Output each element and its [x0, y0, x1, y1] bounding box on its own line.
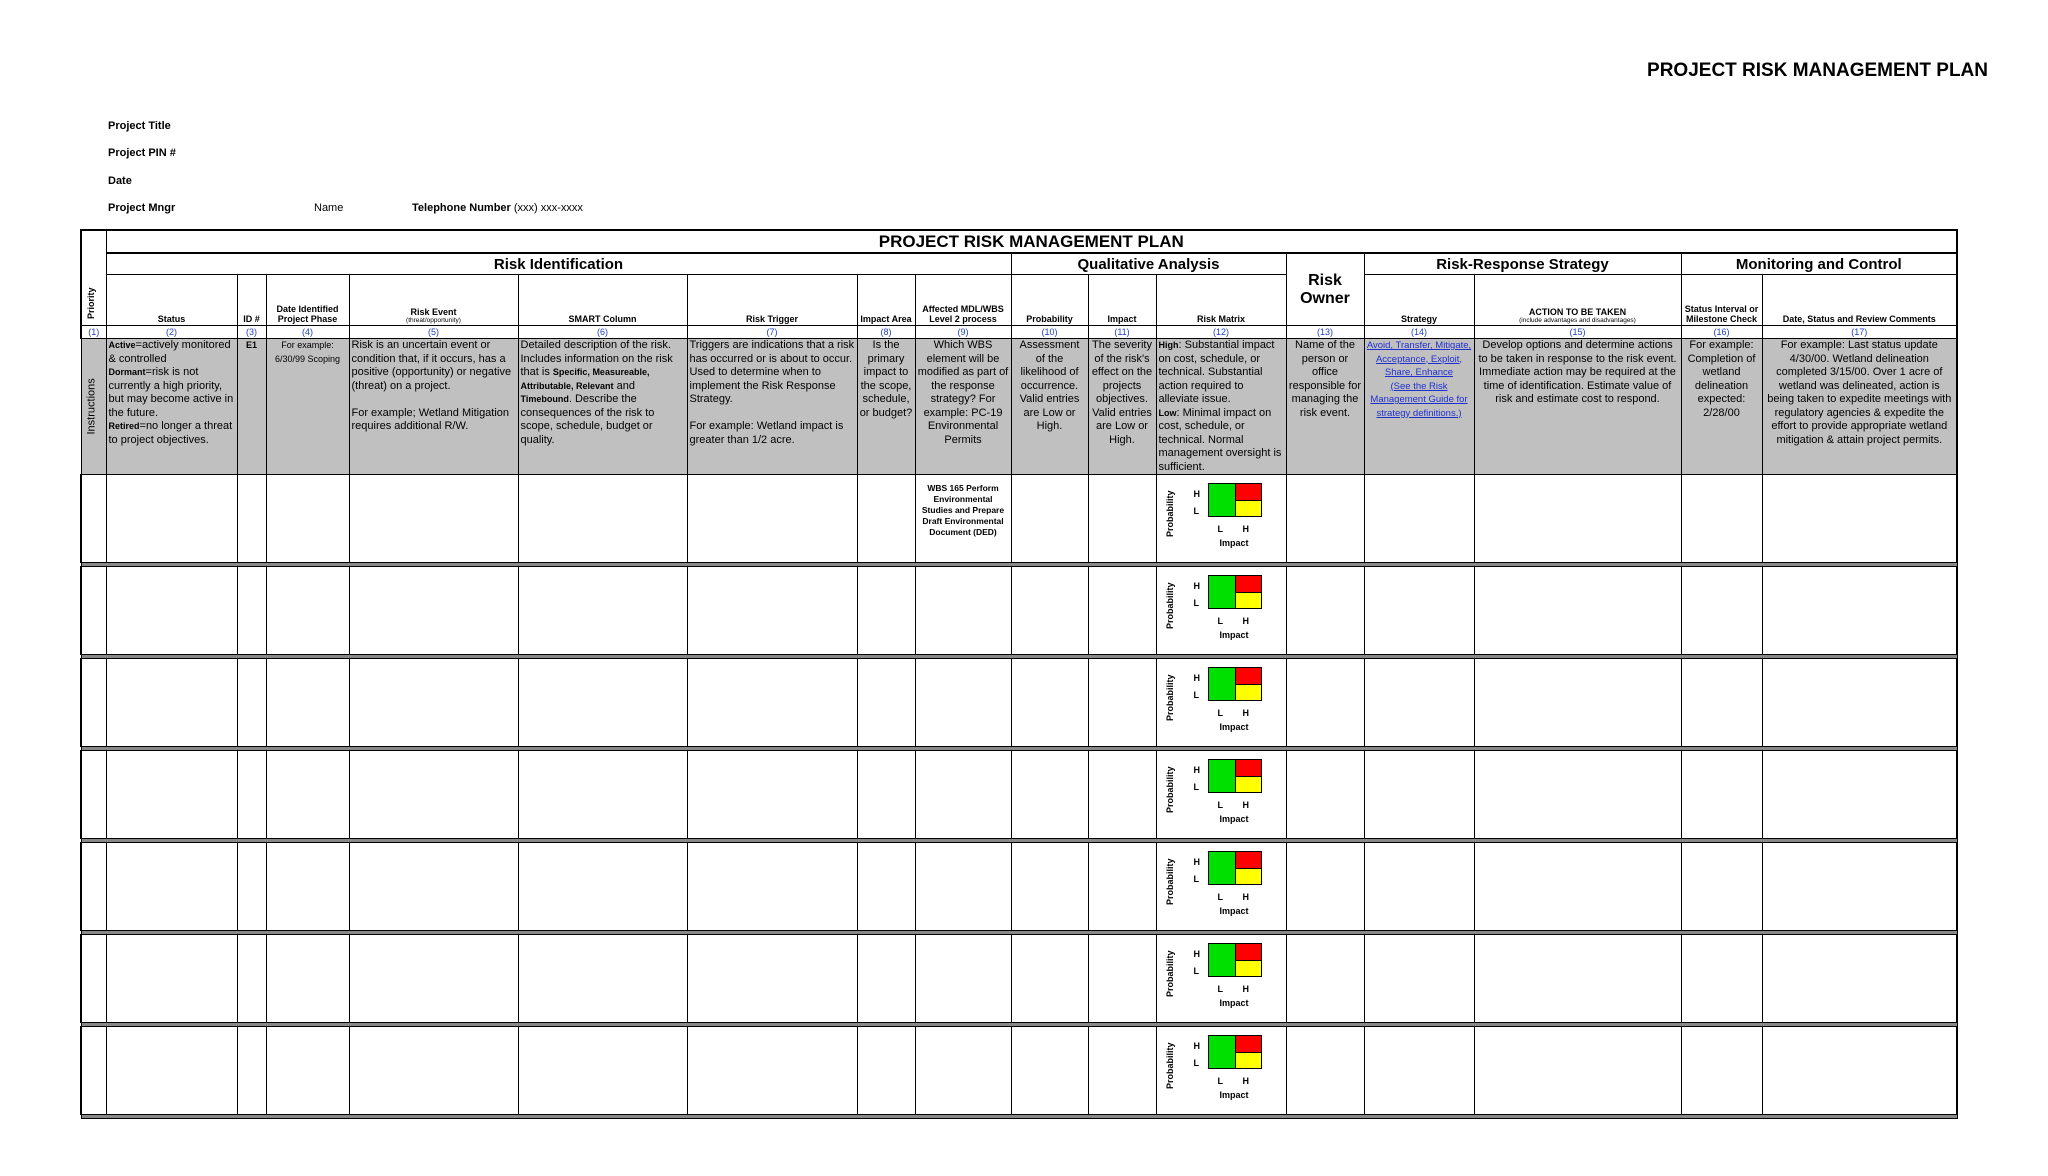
priority-header: Priority — [81, 230, 106, 326]
cell-impact[interactable] — [1088, 843, 1156, 931]
inst-matrix: High: Substantial impact on cost, schedule, or technical. Substantial action required to alleviate issue. Low: Minimal impact on cost, schedule, or technical. Normal management oversight is sufficient. — [1156, 339, 1286, 475]
cell-priority[interactable] — [81, 567, 106, 655]
matrix-probability-label: Probability — [1164, 858, 1175, 905]
matrix-impact-h-label: H — [1242, 800, 1249, 810]
matrix-cell-high-low — [1209, 1036, 1235, 1052]
column-number: (1) — [81, 326, 106, 339]
cell-impact[interactable] — [1088, 659, 1156, 747]
col-smart: SMART Column — [518, 275, 687, 326]
matrix-cell-low-high — [1235, 592, 1261, 608]
cell-action[interactable] — [1474, 1027, 1681, 1115]
cell-impact-area[interactable] — [857, 475, 915, 563]
matrix-l-label: L — [1193, 966, 1199, 976]
cell-affected[interactable] — [915, 567, 1011, 655]
cell-risk-event[interactable] — [349, 935, 518, 1023]
cell-probability[interactable] — [1011, 475, 1088, 563]
matrix-impact-l-label: L — [1217, 524, 1223, 534]
cell-probability[interactable] — [1011, 1027, 1088, 1115]
matrix-cell-high-low — [1209, 852, 1235, 868]
cell-owner[interactable] — [1286, 567, 1364, 655]
cell-status[interactable] — [106, 843, 237, 931]
cell-action[interactable] — [1474, 475, 1681, 563]
cell-status-interval[interactable] — [1681, 1027, 1762, 1115]
cell-status-interval[interactable] — [1681, 843, 1762, 931]
group-risk-identification: Risk Identification — [106, 253, 1011, 275]
matrix-cell-low-low — [1209, 960, 1235, 976]
matrix-cell-high-high — [1235, 852, 1261, 868]
matrix-grid — [1208, 943, 1262, 977]
matrix-cell-low-low — [1209, 868, 1235, 884]
cell-review[interactable] — [1762, 843, 1957, 931]
inst-smart: Detailed description of the risk. Includes information on the risk that is Specific, Measureable, Attributable, Relevant and Timebound. Describe the consequences of the risk to scope, schedule, budget or quality. — [518, 339, 687, 475]
matrix-grid — [1208, 575, 1262, 609]
matrix-impact-label: Impact — [1219, 630, 1249, 640]
matrix-probability-label: Probability — [1164, 766, 1175, 813]
cell-risk-event[interactable] — [349, 1027, 518, 1115]
cell-priority[interactable] — [81, 935, 106, 1023]
matrix-l-label: L — [1193, 506, 1199, 516]
matrix-cell-low-low — [1209, 500, 1235, 516]
inst-status-interval: For example: Completion of wetland delineation expected: 2/28/00 — [1681, 339, 1762, 475]
cell-trigger[interactable] — [687, 843, 857, 931]
cell-review[interactable] — [1762, 751, 1957, 839]
matrix-cell-high-low — [1209, 576, 1235, 592]
col-trigger: Risk Trigger — [687, 275, 857, 326]
cell-id[interactable] — [237, 935, 266, 1023]
matrix-impact-l-label: L — [1217, 616, 1223, 626]
date-label: Date — [108, 175, 132, 187]
risk-matrix — [1156, 751, 1286, 839]
cell-affected[interactable] — [915, 1027, 1011, 1115]
cell-status[interactable] — [106, 935, 237, 1023]
matrix-impact-l-label: L — [1217, 984, 1223, 994]
matrix-cell-high-high — [1235, 944, 1261, 960]
matrix-grid — [1208, 759, 1262, 793]
row-separator-line — [81, 1115, 1957, 1119]
matrix-grid — [1208, 1035, 1262, 1069]
risk-entry-row — [81, 1027, 1957, 1115]
column-number: (6) — [518, 326, 687, 339]
cell-id[interactable] — [237, 475, 266, 563]
inst-action: Develop options and determine actions to be taken in response to the risk event. Immediate action may be required at the time of identification. Estimate value of risk and estimate cost to respond. — [1474, 339, 1681, 475]
matrix-cell-low-low — [1209, 776, 1235, 792]
matrix-impact-h-label: H — [1242, 616, 1249, 626]
telephone-label: Telephone Number — [412, 202, 511, 214]
cell-smart[interactable] — [518, 567, 687, 655]
col-impact-area: Impact Area — [857, 275, 915, 326]
cell-action[interactable] — [1474, 659, 1681, 747]
matrix-impact-label: Impact — [1219, 814, 1249, 824]
cell-strategy[interactable] — [1364, 1027, 1474, 1115]
project-title-label: Project Title — [108, 120, 171, 132]
risk-matrix — [1156, 567, 1286, 655]
matrix-cell-low-high — [1235, 960, 1261, 976]
matrix-h-label: H — [1193, 765, 1200, 775]
matrix-cell-low-high — [1235, 500, 1261, 516]
risk-matrix — [1156, 843, 1286, 931]
column-number: (13) — [1286, 326, 1364, 339]
cell-smart[interactable] — [518, 659, 687, 747]
cell-risk-event[interactable] — [349, 475, 518, 563]
matrix-h-label: H — [1193, 489, 1200, 499]
cell-impact[interactable] — [1088, 935, 1156, 1023]
cell-status[interactable] — [106, 659, 237, 747]
cell-risk-event[interactable] — [349, 843, 518, 931]
risk-matrix — [1156, 659, 1286, 747]
matrix-cell-low-high — [1235, 776, 1261, 792]
risk-entry-row — [81, 751, 1957, 839]
matrix-probability-label: Probability — [1164, 1042, 1175, 1089]
cell-trigger[interactable] — [687, 567, 857, 655]
matrix-cell-high-high — [1235, 760, 1261, 776]
risk-guide-link[interactable]: (See the Risk Management Guide for strategy definitions.) — [1370, 380, 1468, 419]
cell-status-interval[interactable] — [1681, 751, 1762, 839]
matrix-impact-h-label: H — [1242, 1076, 1249, 1086]
inst-date: For example: 6/30/99 Scoping — [266, 339, 349, 475]
column-number: (2) — [106, 326, 237, 339]
inst-review: For example: Last status update 4/30/00. Wetland delineation completed 3/15/00. Over 1 acre of wetland was delineated, action is being taken to expedite meetings with regulatory agencies & expedite the effort to provide appropriate wetland mitigation & attain project permits. — [1762, 339, 1957, 475]
matrix-impact-label: Impact — [1219, 538, 1249, 548]
telephone-value: (xxx) xxx-xxxx — [513, 202, 583, 214]
matrix-cell-high-high — [1235, 668, 1261, 684]
cell-probability[interactable] — [1011, 935, 1088, 1023]
inst-affected: Which WBS element will be modified as part of the response strategy? For example: PC-19 Environmental Permits — [915, 339, 1011, 475]
column-number: (14) — [1364, 326, 1474, 339]
cell-priority[interactable] — [81, 1027, 106, 1115]
cell-review[interactable] — [1762, 567, 1957, 655]
instructions-label: Instructions — [81, 339, 106, 475]
matrix-cell-low-low — [1209, 684, 1235, 700]
cell-date[interactable] — [266, 751, 349, 839]
inst-probability: Assessment of the likelihood of occurrence. Valid entries are Low or High. — [1011, 339, 1088, 475]
risk-entry-row — [81, 475, 1957, 563]
matrix-impact-label: Impact — [1219, 998, 1249, 1008]
cell-smart[interactable] — [518, 1027, 687, 1115]
row-separator — [81, 1115, 1957, 1119]
cell-impact-area[interactable] — [857, 751, 915, 839]
risk-owner-header: Risk Owner — [1286, 253, 1364, 326]
cell-strategy[interactable] — [1364, 843, 1474, 931]
col-action: ACTION TO BE TAKEN (include advantages and disadvantages) — [1474, 275, 1681, 326]
matrix-l-label: L — [1193, 874, 1199, 884]
telephone-field — [412, 202, 583, 214]
cell-affected[interactable] — [915, 751, 1011, 839]
matrix-impact-l-label: L — [1217, 892, 1223, 902]
matrix-h-label: H — [1193, 1041, 1200, 1051]
col-status: Status — [106, 275, 237, 326]
project-manager-label: Project Mngr — [108, 202, 176, 214]
matrix-cell-high-high — [1235, 576, 1261, 592]
matrix-l-label: L — [1193, 690, 1199, 700]
cell-smart[interactable] — [518, 935, 687, 1023]
column-number: (16) — [1681, 326, 1762, 339]
cell-owner[interactable] — [1286, 935, 1364, 1023]
cell-smart[interactable] — [518, 475, 687, 563]
cell-date[interactable] — [266, 843, 349, 931]
risk-matrix — [1156, 935, 1286, 1023]
cell-affected[interactable] — [915, 935, 1011, 1023]
cell-priority[interactable] — [81, 843, 106, 931]
cell-owner[interactable] — [1286, 475, 1364, 563]
cell-strategy[interactable] — [1364, 935, 1474, 1023]
cell-affected[interactable]: WBS 165 Perform Environmental Studies and Prepare Draft Environmental Document (DED) — [915, 475, 1011, 563]
column-number: (3) — [237, 326, 266, 339]
cell-probability[interactable] — [1011, 567, 1088, 655]
risk-entry-rows — [81, 475, 1957, 1119]
cell-impact-area[interactable] — [857, 843, 915, 931]
cell-impact[interactable] — [1088, 1027, 1156, 1115]
column-number: (15) — [1474, 326, 1681, 339]
matrix-l-label: L — [1193, 1058, 1199, 1068]
group-monitoring: Monitoring and Control — [1681, 253, 1957, 275]
matrix-cell-low-low — [1209, 1052, 1235, 1068]
strategy-link[interactable]: Avoid, Transfer, Mitigate, Acceptance, Exploit, Share, Enhance — [1366, 340, 1472, 378]
cell-trigger[interactable] — [687, 935, 857, 1023]
cell-action[interactable] — [1474, 843, 1681, 931]
matrix-impact-l-label: L — [1217, 1076, 1223, 1086]
matrix-impact-l-label: L — [1217, 800, 1223, 810]
cell-impact-area[interactable] — [857, 659, 915, 747]
cell-review[interactable] — [1762, 935, 1957, 1023]
matrix-l-label: L — [1193, 782, 1199, 792]
column-number: (5) — [349, 326, 518, 339]
inst-impact: The severity of the risk's effect on the projects objectives. Valid entries are Low or High. — [1088, 339, 1156, 475]
inst-owner: Name of the person or office responsible for managing the risk event. — [1286, 339, 1364, 475]
matrix-impact-l-label: L — [1217, 708, 1223, 718]
risk-entry-row — [81, 567, 1957, 655]
risk-matrix — [1156, 475, 1286, 563]
cell-strategy[interactable] — [1364, 659, 1474, 747]
col-impact: Impact — [1088, 275, 1156, 326]
inst-status: Active=actively monitored & controlled Dormant=risk is not currently a high priority, but may become active in the future. Retired=no longer a threat to project objectives. — [106, 339, 237, 475]
cell-owner[interactable] — [1286, 751, 1364, 839]
cell-action[interactable] — [1474, 751, 1681, 839]
column-number: (12) — [1156, 326, 1286, 339]
inst-trigger: Triggers are indications that a risk has occurred or is about to occur. Used to determine when to implement the Risk Response Strategy. For example: Wetland impact is greater than 1/2 acre. — [687, 339, 857, 475]
matrix-h-label: H — [1193, 949, 1200, 959]
matrix-cell-high-low — [1209, 668, 1235, 684]
cell-status-interval[interactable] — [1681, 935, 1762, 1023]
cell-impact-area[interactable] — [857, 935, 915, 1023]
matrix-probability-label: Probability — [1164, 674, 1175, 721]
risk-plan-table — [80, 229, 1958, 1119]
col-strategy: Strategy — [1364, 275, 1474, 326]
risk-matrix — [1156, 1027, 1286, 1115]
cell-impact[interactable] — [1088, 567, 1156, 655]
col-matrix: Risk Matrix — [1156, 275, 1286, 326]
cell-impact-area[interactable] — [857, 567, 915, 655]
col-date-identified: Date Identified Project Phase — [266, 275, 349, 326]
matrix-probability-label: Probability — [1164, 950, 1175, 997]
col-review: Date, Status and Review Comments — [1762, 275, 1957, 326]
cell-owner[interactable] — [1286, 843, 1364, 931]
matrix-cell-low-high — [1235, 1052, 1261, 1068]
cell-date[interactable] — [266, 935, 349, 1023]
column-number: (4) — [266, 326, 349, 339]
matrix-grid — [1208, 667, 1262, 701]
column-number: (9) — [915, 326, 1011, 339]
col-probability: Probability — [1011, 275, 1088, 326]
risk-entry-row — [81, 935, 1957, 1023]
matrix-cell-low-low — [1209, 592, 1235, 608]
name-label: Name — [314, 202, 344, 214]
cell-trigger[interactable] — [687, 475, 857, 563]
cell-impact[interactable] — [1088, 475, 1156, 563]
table-title: PROJECT RISK MANAGEMENT PLAN — [106, 230, 1957, 253]
cell-strategy[interactable] — [1364, 475, 1474, 563]
cell-status[interactable] — [106, 475, 237, 563]
cell-strategy[interactable] — [1364, 751, 1474, 839]
matrix-cell-high-low — [1209, 760, 1235, 776]
cell-trigger[interactable] — [687, 1027, 857, 1115]
cell-trigger[interactable] — [687, 659, 857, 747]
cell-date[interactable] — [266, 567, 349, 655]
cell-id[interactable] — [237, 659, 266, 747]
column-number: (17) — [1762, 326, 1957, 339]
group-risk-response: Risk-Response Strategy — [1364, 253, 1681, 275]
cell-priority[interactable] — [81, 751, 106, 839]
cell-risk-event[interactable] — [349, 659, 518, 747]
column-number-row — [81, 326, 1957, 339]
cell-review[interactable] — [1762, 475, 1957, 563]
cell-review[interactable] — [1762, 659, 1957, 747]
cell-status-interval[interactable] — [1681, 567, 1762, 655]
cell-impact-area[interactable] — [857, 1027, 915, 1115]
cell-date[interactable] — [266, 659, 349, 747]
cell-status-interval[interactable] — [1681, 475, 1762, 563]
cell-strategy[interactable] — [1364, 567, 1474, 655]
column-number: (8) — [857, 326, 915, 339]
cell-action[interactable] — [1474, 935, 1681, 1023]
cell-action[interactable] — [1474, 567, 1681, 655]
matrix-impact-label: Impact — [1219, 722, 1249, 732]
matrix-grid — [1208, 851, 1262, 885]
matrix-probability-label: Probability — [1164, 582, 1175, 629]
matrix-grid — [1208, 483, 1262, 517]
matrix-h-label: H — [1193, 857, 1200, 867]
cell-probability[interactable] — [1011, 659, 1088, 747]
cell-probability[interactable] — [1011, 843, 1088, 931]
matrix-impact-label: Impact — [1219, 906, 1249, 916]
group-qualitative-analysis: Qualitative Analysis — [1011, 253, 1286, 275]
cell-owner[interactable] — [1286, 659, 1364, 747]
cell-status-interval[interactable] — [1681, 659, 1762, 747]
matrix-cell-low-high — [1235, 868, 1261, 884]
cell-priority[interactable] — [81, 475, 106, 563]
inst-impact-area: Is the primary impact to the scope, schedule, or budget? — [857, 339, 915, 475]
matrix-impact-h-label: H — [1242, 892, 1249, 902]
matrix-h-label: H — [1193, 673, 1200, 683]
matrix-impact-h-label: H — [1242, 708, 1249, 718]
inst-strategy — [1364, 339, 1474, 475]
cell-risk-event[interactable] — [349, 567, 518, 655]
cell-status[interactable] — [106, 567, 237, 655]
column-number: (10) — [1011, 326, 1088, 339]
matrix-impact-label: Impact — [1219, 1090, 1249, 1100]
cell-id[interactable] — [237, 843, 266, 931]
cell-owner[interactable] — [1286, 1027, 1364, 1115]
matrix-impact-h-label: H — [1242, 984, 1249, 994]
column-number: (11) — [1088, 326, 1156, 339]
cell-date[interactable] — [266, 475, 349, 563]
cell-affected[interactable] — [915, 659, 1011, 747]
instructions-row — [81, 339, 1957, 475]
cell-id[interactable] — [237, 567, 266, 655]
col-risk-event: Risk Event (threat/opportunity) — [349, 275, 518, 326]
col-id: ID # — [237, 275, 266, 326]
matrix-impact-h-label: H — [1242, 524, 1249, 534]
col-affected: Affected MDL/WBS Level 2 process — [915, 275, 1011, 326]
matrix-cell-high-high — [1235, 484, 1261, 500]
matrix-cell-low-high — [1235, 684, 1261, 700]
risk-entry-row — [81, 843, 1957, 931]
cell-review[interactable] — [1762, 1027, 1957, 1115]
matrix-l-label: L — [1193, 598, 1199, 608]
inst-id: E1 — [237, 339, 266, 475]
cell-id[interactable] — [237, 1027, 266, 1115]
cell-impact[interactable] — [1088, 751, 1156, 839]
inst-risk-event: Risk is an uncertain event or condition that, if it occurs, has a positive (opportunity) or negative (threat) on a project. For example; Wetland Mitigation requires additional R/W. — [349, 339, 518, 475]
document-title: PROJECT RISK MANAGEMENT PLAN — [1647, 60, 1988, 81]
cell-trigger[interactable] — [687, 751, 857, 839]
risk-entry-row — [81, 659, 1957, 747]
cell-status[interactable] — [106, 1027, 237, 1115]
project-pin-label: Project PIN # — [108, 147, 176, 159]
cell-smart[interactable] — [518, 843, 687, 931]
cell-date[interactable] — [266, 1027, 349, 1115]
matrix-h-label: H — [1193, 581, 1200, 591]
matrix-cell-high-low — [1209, 944, 1235, 960]
cell-risk-event[interactable] — [349, 751, 518, 839]
cell-affected[interactable] — [915, 843, 1011, 931]
matrix-cell-high-low — [1209, 484, 1235, 500]
column-number: (7) — [687, 326, 857, 339]
col-status-interval: Status Interval or Milestone Check — [1681, 275, 1762, 326]
cell-priority[interactable] — [81, 659, 106, 747]
cell-id[interactable] — [237, 751, 266, 839]
cell-smart[interactable] — [518, 751, 687, 839]
matrix-probability-label: Probability — [1164, 490, 1175, 537]
cell-probability[interactable] — [1011, 751, 1088, 839]
matrix-cell-high-high — [1235, 1036, 1261, 1052]
cell-status[interactable] — [106, 751, 237, 839]
